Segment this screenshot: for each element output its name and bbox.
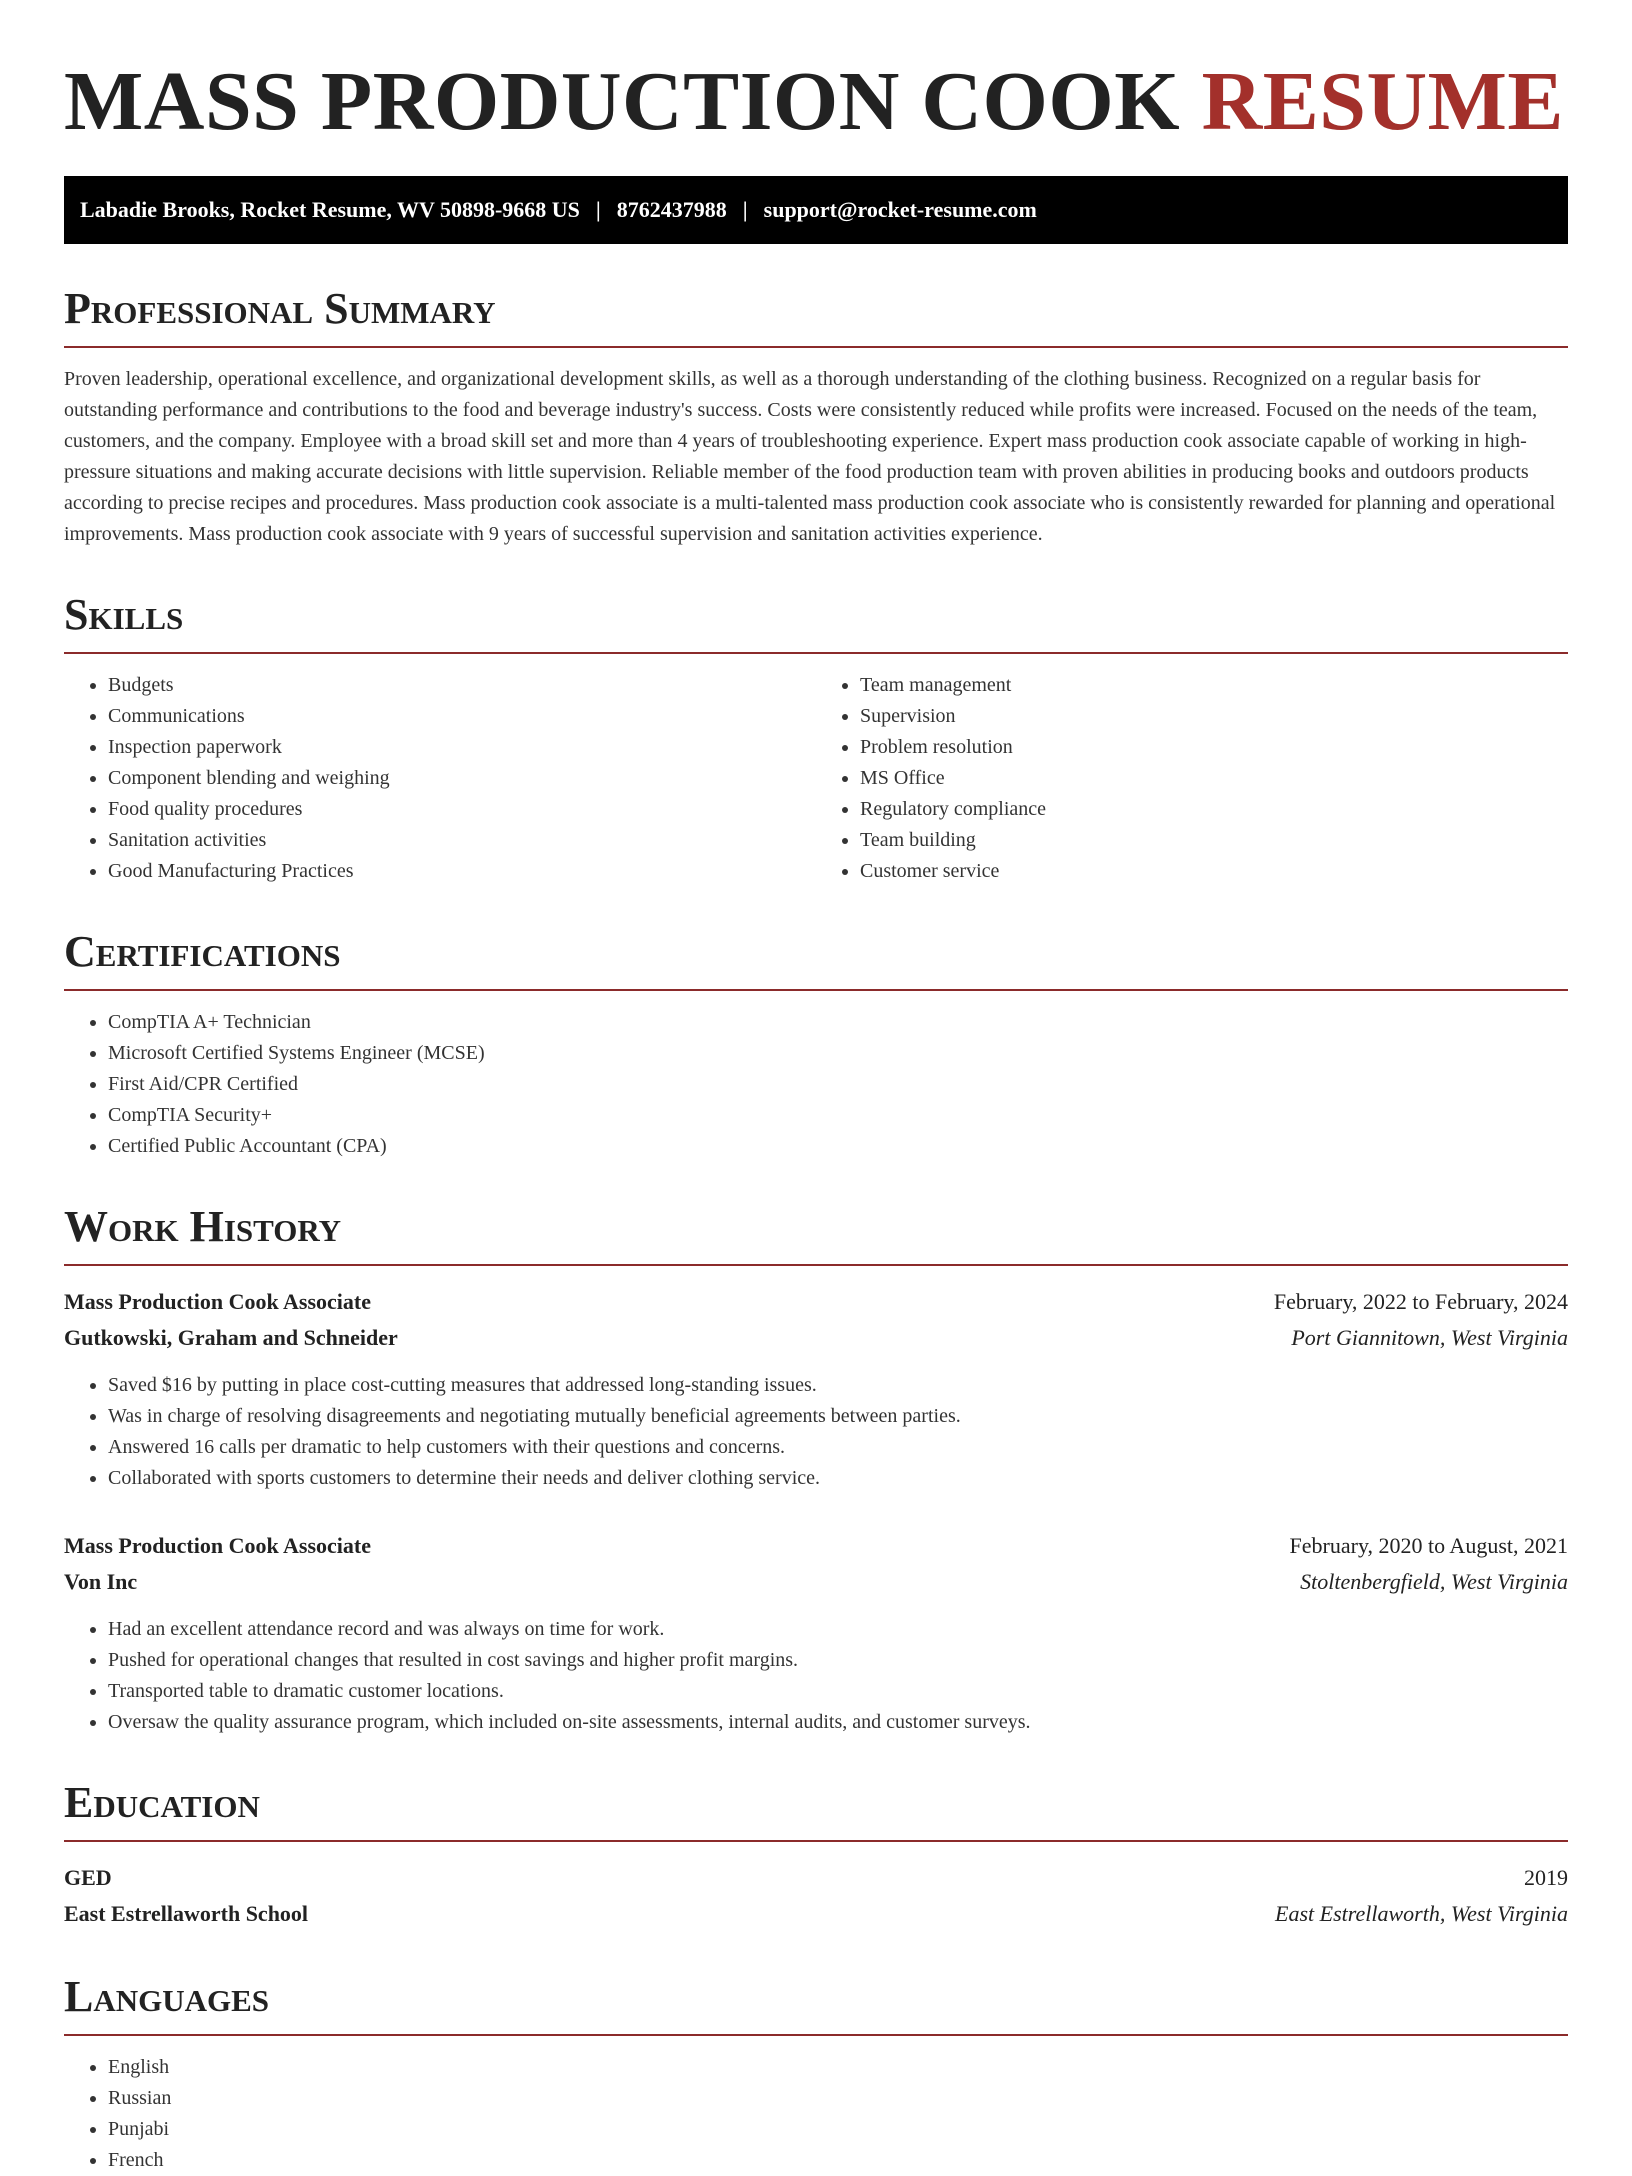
skill-item: • Supervision bbox=[860, 701, 1568, 732]
education-section bbox=[64, 1778, 1568, 1932]
contact-bar bbox=[64, 176, 1568, 244]
job-location: Stoltenbergfield, West Virginia bbox=[1300, 1569, 1568, 1594]
job-role: Mass Production Cook Associate bbox=[64, 1533, 371, 1558]
languages-heading: Languages bbox=[64, 1972, 1568, 2036]
certification-item: • CompTIA Security+ bbox=[108, 1100, 1568, 1131]
job-bullets bbox=[64, 1370, 1568, 1494]
job-bullet: • Had an excellent attendance record and was always on time for work. bbox=[108, 1614, 1568, 1645]
skill-item: • Inspection paperwork bbox=[108, 732, 816, 763]
job-bullet: • Pushed for operational changes that resulted in cost savings and higher profit margins. bbox=[108, 1645, 1568, 1676]
job-company: Gutkowski, Graham and Schneider bbox=[64, 1325, 398, 1350]
job-company: Von Inc bbox=[64, 1569, 138, 1594]
education-heading: Education bbox=[64, 1778, 1568, 1842]
job-bullet: • Oversaw the quality assurance program, which included on-site assessments, internal audits, and customer surveys. bbox=[108, 1707, 1568, 1738]
education-school: East Estrellaworth School bbox=[64, 1901, 309, 1926]
job-entry bbox=[64, 1284, 1568, 1494]
skills-heading: Skills bbox=[64, 590, 1568, 654]
skill-item: • Sanitation activities bbox=[108, 825, 816, 856]
certifications-section bbox=[64, 927, 1568, 1162]
title-main: MASS PRODUCTION COOK bbox=[64, 55, 1202, 148]
education-degree: GED bbox=[64, 1865, 112, 1890]
work-history-section bbox=[64, 1202, 1568, 1738]
languages-list bbox=[64, 2052, 1568, 2176]
language-item: • French bbox=[108, 2145, 1568, 2176]
skills-columns bbox=[64, 654, 1568, 887]
certification-item: • Certified Public Accountant (CPA) bbox=[108, 1131, 1568, 1162]
job-bullet: • Transported table to dramatic customer locations. bbox=[108, 1676, 1568, 1707]
education-entry bbox=[64, 1860, 1568, 1932]
resume-title bbox=[64, 52, 1568, 152]
job-company-row bbox=[64, 1564, 1568, 1600]
job-header-row bbox=[64, 1528, 1568, 1564]
summary-section bbox=[64, 284, 1568, 550]
certification-item: • CompTIA A+ Technician bbox=[108, 1007, 1568, 1038]
summary-heading: Professional Summary bbox=[64, 284, 1568, 348]
skill-item: • MS Office bbox=[860, 763, 1568, 794]
job-dates: February, 2022 to February, 2024 bbox=[1273, 1289, 1568, 1314]
title-accent: RESUME bbox=[1201, 55, 1564, 148]
contact-address: Labadie Brooks, Rocket Resume, WV 50898-9668 US bbox=[80, 197, 580, 222]
skill-item: • Team management bbox=[860, 670, 1568, 701]
certification-item: • Microsoft Certified Systems Engineer (MCSE) bbox=[108, 1038, 1568, 1069]
certifications-list bbox=[64, 1007, 1568, 1162]
job-bullet: • Collaborated with sports customers to determine their needs and deliver clothing service. bbox=[108, 1463, 1568, 1494]
language-item: • Punjabi bbox=[108, 2114, 1568, 2145]
job-header-row bbox=[64, 1284, 1568, 1320]
skills-list-left bbox=[64, 670, 816, 887]
skills-list-right bbox=[816, 670, 1568, 887]
certification-item: • First Aid/CPR Certified bbox=[108, 1069, 1568, 1100]
skill-item: • Problem resolution bbox=[860, 732, 1568, 763]
job-bullet: • Answered 16 calls per dramatic to help customers with their questions and concerns. bbox=[108, 1432, 1568, 1463]
summary-text: Proven leadership, operational excellence, and organizational development skills, as well as a thorough understanding of the clothing business. Recognized on a regular basis for outstanding performance and contributions to the food and beverage industry's success. Costs were consistently reduced while profits were increased. Focused on the needs of the team, customers, and the company. Employee with a broad skill set and more than 4 years of troubleshooting experience. Expert mass production cook associate capable of working in high-pressure situations and making accurate decisions with little supervision. Reliable member of the food production team with proven abilities in producing books and outdoors products according to precise recipes and procedures. Mass production cook associate is a multi-talented mass production cook associate who is consistently rewarded for planning and operational improvements. Mass production cook associate with 9 years of successful supervision and sanitation activities experience. bbox=[64, 368, 1556, 545]
work-history-heading: Work History bbox=[64, 1202, 1568, 1266]
certifications-heading: Certifications bbox=[64, 927, 1568, 991]
skill-item: • Component blending and weighing bbox=[108, 763, 816, 794]
skill-item: • Communications bbox=[108, 701, 816, 732]
job-location: Port Giannitown, West Virginia bbox=[1291, 1325, 1568, 1350]
education-location: East Estrellaworth, West Virginia bbox=[1275, 1901, 1568, 1926]
language-item: • English bbox=[108, 2052, 1568, 2083]
contact-separator: | bbox=[742, 197, 748, 222]
job-role: Mass Production Cook Associate bbox=[64, 1289, 371, 1314]
skills-section bbox=[64, 590, 1568, 887]
skill-item: • Team building bbox=[860, 825, 1568, 856]
job-entry bbox=[64, 1528, 1568, 1738]
job-company-row bbox=[64, 1320, 1568, 1356]
education-year: 2019 bbox=[1524, 1865, 1568, 1890]
language-item: • Russian bbox=[108, 2083, 1568, 2114]
languages-section bbox=[64, 1972, 1568, 2176]
contact-phone[interactable]: 8762437988 bbox=[616, 197, 727, 222]
skill-item: • Regulatory compliance bbox=[860, 794, 1568, 825]
skill-item: • Good Manufacturing Practices bbox=[108, 856, 816, 887]
job-bullet: • Saved $16 by putting in place cost-cutting measures that addressed long-standing issues. bbox=[108, 1370, 1568, 1401]
skill-item: • Customer service bbox=[860, 856, 1568, 887]
skill-item: • Budgets bbox=[108, 670, 816, 701]
skill-item: • Food quality procedures bbox=[108, 794, 816, 825]
job-dates: February, 2020 to August, 2021 bbox=[1289, 1533, 1568, 1558]
contact-separator: | bbox=[595, 197, 601, 222]
job-bullet: • Was in charge of resolving disagreements and negotiating mutually beneficial agreements between parties. bbox=[108, 1401, 1568, 1432]
education-school-row bbox=[64, 1896, 1568, 1932]
education-header-row bbox=[64, 1860, 1568, 1896]
contact-email[interactable]: support@rocket-resume.com bbox=[763, 197, 1037, 222]
job-bullets bbox=[64, 1614, 1568, 1738]
